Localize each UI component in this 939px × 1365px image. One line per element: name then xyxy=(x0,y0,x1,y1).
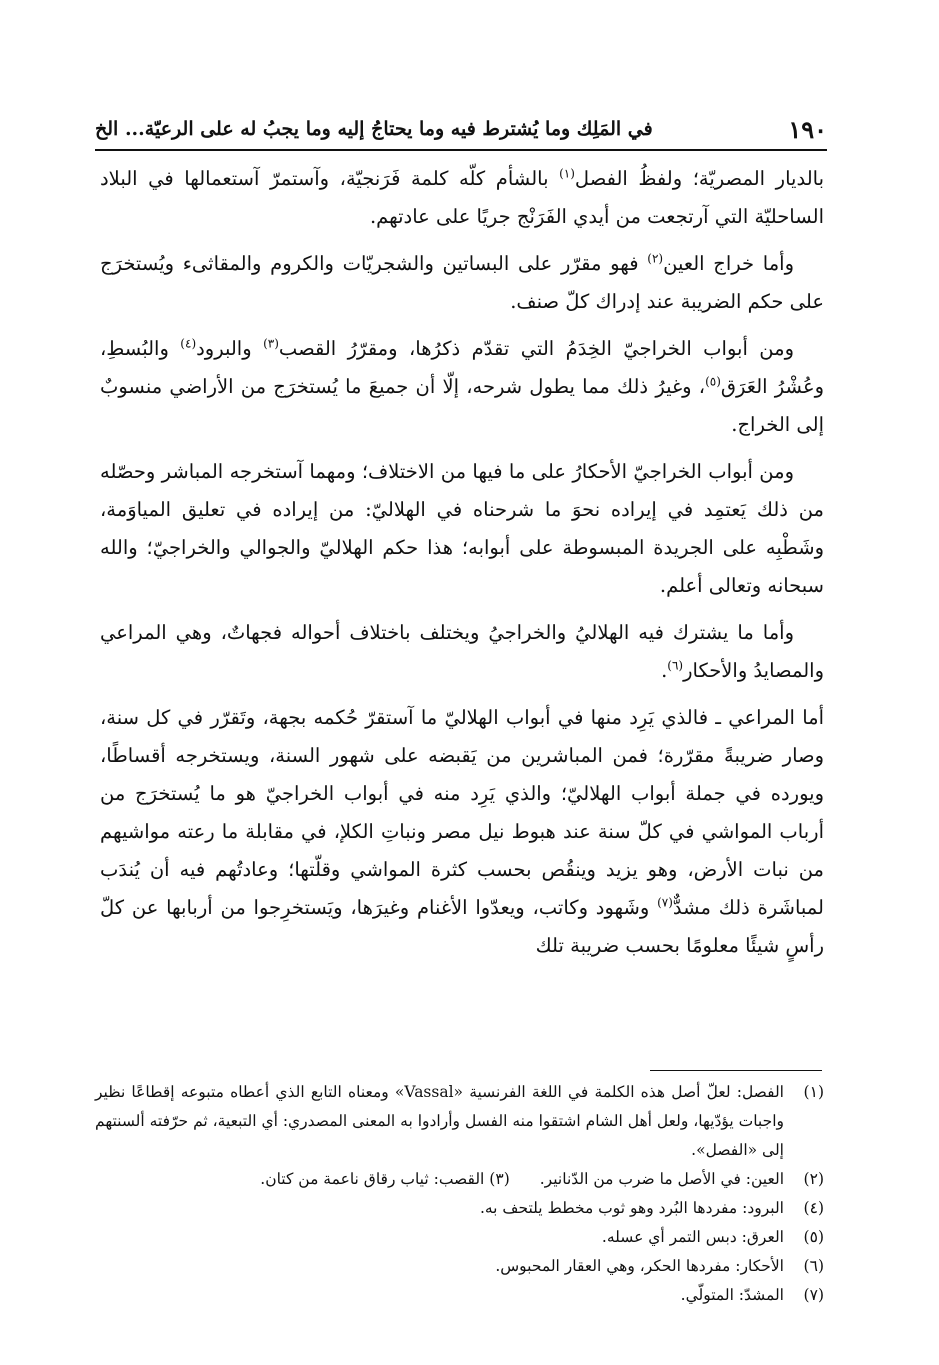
page-number: ١٩٠ xyxy=(788,114,827,144)
footnote-text: العين: في الأصل ما ضرب من الدّنانير. xyxy=(539,1170,784,1188)
paragraph: وأما خراج العين$^{(٢)}$ فهو مقرّر على البساتين والشجريّات والكروم والمقاثىء ويُستخرَج على حكم الضريبة عند إدراك كلّ صنف. xyxy=(100,251,824,313)
footnote-divider xyxy=(650,1070,822,1071)
footnote-marker[interactable]: (٧) xyxy=(657,895,673,910)
running-title: في المَلِك وما يُشترط فيه وما يحتاجُ إليه وما يجبُ له على الرعيّة... الخ xyxy=(95,118,653,140)
footnote-text: القصب: ثياب رقاق ناعمة من كتان. xyxy=(260,1170,485,1188)
main-text xyxy=(100,160,824,974)
footnote xyxy=(95,1165,824,1194)
footnotes xyxy=(95,1078,824,1310)
header-divider xyxy=(95,149,827,151)
footnote-number: (٢) xyxy=(803,1170,824,1188)
paragraph: ومن أبواب الخراجيّ الأحكارُ على ما فيها من الاختلاف؛ ومهما آستخرجه المباشر وحصّله من ذلك يَعتمِد في إيراده نحوَ ما شرحناه في الهلاليّ: من إيراده في تعليق المياوَمة، وشَطْبِه على الجريدة المبسوطة على أبوابه؛ هذا حكم الهلاليّ والجوالي والخراجيّ؛ والله سبحانه وتعالى أعلم. xyxy=(100,460,824,597)
footnote-text: المشدّ: المتولّي. xyxy=(680,1286,784,1304)
paragraph: بالديار المصريّة؛ ولفظُ الفصل$^{(١)}$ بالشأم كلّه كلمة فَرَنجيّة، وآستمرّ آستعمالها في البلاد الساحليّة التي آرتجعت من أيدي الفَرَنْج جريًا على عادتهم. xyxy=(100,166,824,228)
footnote-marker[interactable]: (٦) xyxy=(667,658,684,673)
footnote xyxy=(95,1252,824,1281)
footnote-marker[interactable]: (١) xyxy=(559,166,575,181)
footnote xyxy=(95,1281,824,1310)
footnote-number: (٤) xyxy=(803,1199,824,1217)
footnote-text: الأحكار: مفردها الحكر، وهي العقار المحبوس. xyxy=(495,1257,784,1275)
footnote-number: (٦) xyxy=(803,1257,824,1275)
footnote-marker[interactable]: (٤) xyxy=(180,336,197,351)
footnote-number: (١) xyxy=(803,1083,824,1101)
footnote-number: (٥) xyxy=(803,1228,824,1246)
footnote-marker[interactable]: (٣) xyxy=(263,336,279,351)
footnote-marker[interactable]: (٥) xyxy=(705,374,721,389)
footnote xyxy=(95,1078,824,1165)
footnote-text: الفصل: لعلّ أصل هذه الكلمة في اللغة الفرنسية «Vassal» ومعناه التابع الذي أعطاه متبوعه إقطاعًا نظير واجبات يؤدّيها، ولعل أهل الشام اشتقوا منه الفسل وأرادوا به المعنى المصدري: أي التبعية، ثم حرّفته ألسنتهم إلى «الفصل». xyxy=(95,1083,784,1159)
paragraph: ومن أبواب الخراجيّ الخِدَمُ التي تقدّم ذكرُها، ومقرّرُ القصب$^{(٣)}$ والبرود$^{(٤)}$ والبُسطِ، وعُشْرُ العَرَق$^{(٥)}$، وغيرُ ذلك مما يطول شرحه، إلّا أن جميعَ ما يُستخرَج من الأراضي منسوبٌ إلى الخراج. xyxy=(100,336,824,436)
footnote xyxy=(95,1223,824,1252)
paragraph: وأما ما يشترك فيه الهلاليُ والخراجيُ ويختلف باختلاف أحواله فجهاتٌ، وهي المراعي والمصايدُ والأحكار$^{(٦)}$. xyxy=(100,621,824,682)
footnote-number: (٣) xyxy=(489,1170,510,1188)
footnote-marker[interactable]: (٢) xyxy=(647,251,664,266)
page-header xyxy=(95,112,827,146)
paragraph: أما المراعي ـ فالذي يَرِد منها في أبواب الهلاليّ ما آستقرّ حُكمه بجهة، وتَقرّر في كل سنة، وصار ضريبةً مقرّرة؛ فمن المباشرين من يَقبضه على شهور السنة، ويستخرجه أقساطًا، ويورده في جملة أبواب الهلاليّ؛ والذي يَرِد منه في أبواب الخراجيّ هو ما يُستخرَج من أرباب المواشي في كلّ سنة عند هبوط نيل مصر ونباتِ الكلإ، في مقابلة ما رعته مواشيهم من نبات الأرض، وهو يزيد وينقُص بحسب كثرة المواشي وقلّتها؛ وعادتُهم فيه أن يُندَب لمباشَرة ذلك مشدٌّ$^{(٧)}$ وشَهود وكاتب، ويعدّوا الأغنام وغيرَها، ويَستخرِجوا من أربابها عن كلّ رأسٍ شيئًا معلومًا بحسب ضريبة تلك xyxy=(100,706,825,957)
footnote-number: (٧) xyxy=(803,1286,824,1304)
footnote-text: البرود: مفردها البُرد وهو ثوب مخطط يلتحف به. xyxy=(479,1199,784,1217)
footnote xyxy=(95,1194,824,1223)
footnote-text: العرق: دبس التمر أي عسله. xyxy=(601,1228,784,1246)
